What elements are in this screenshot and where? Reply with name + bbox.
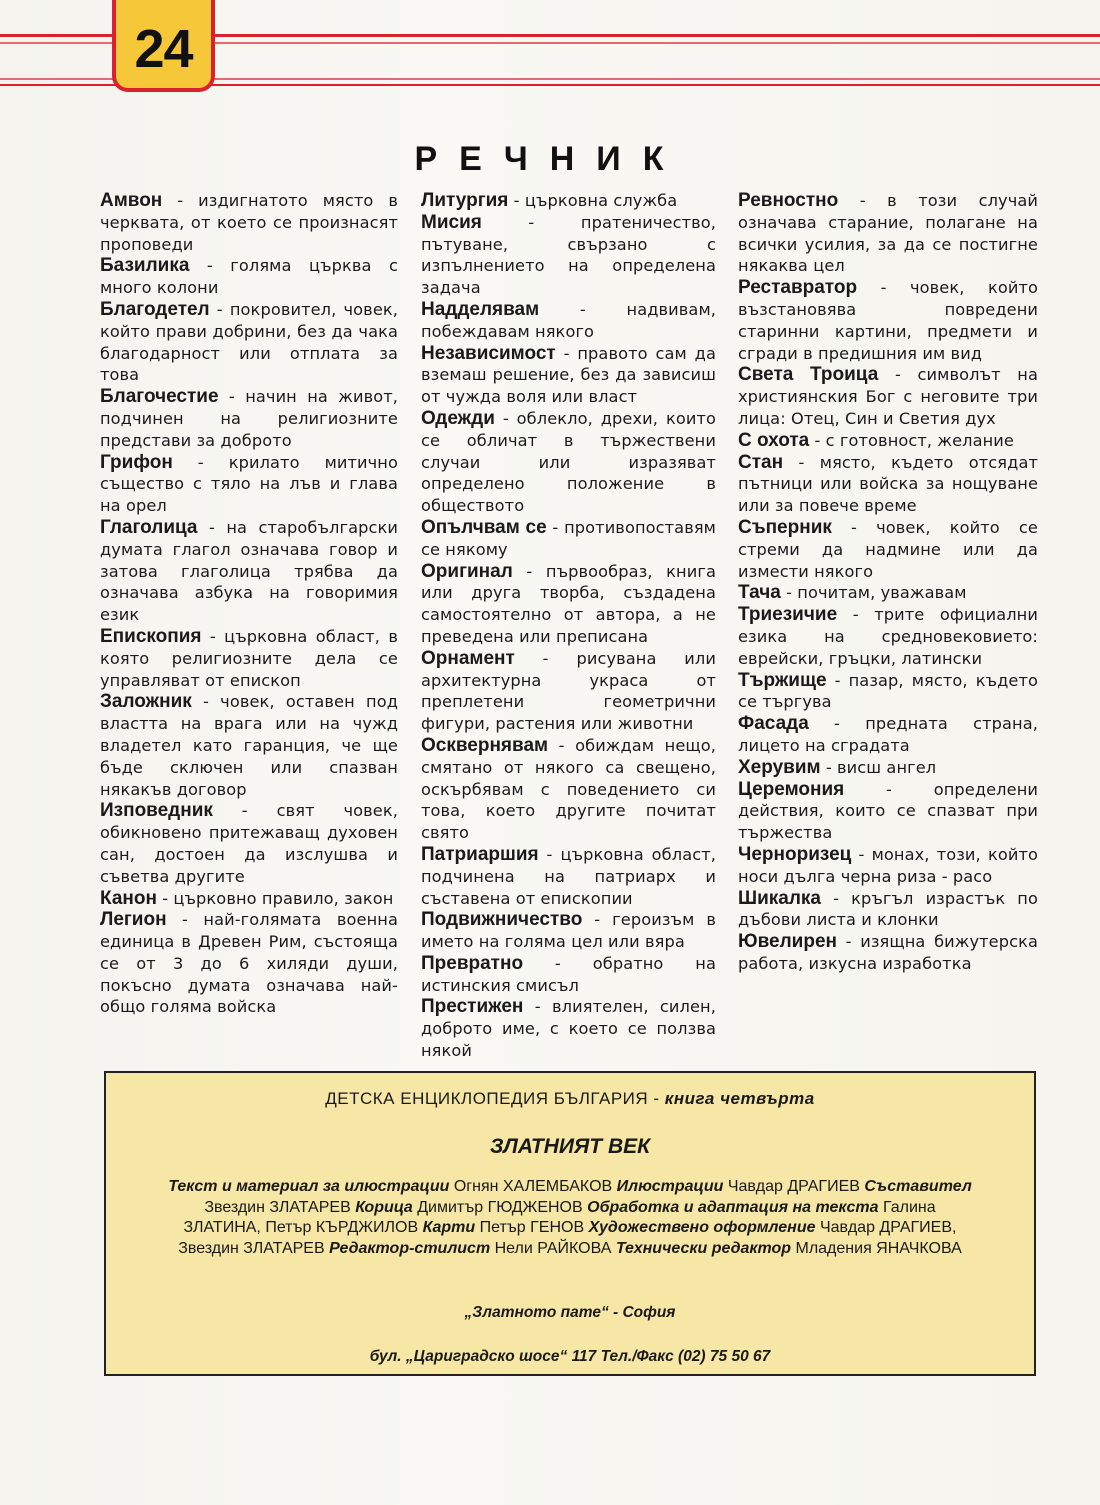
- glossary-column-2: [421, 190, 716, 1062]
- series-name: ДЕТСКА ЕНЦИКЛОПЕДИЯ БЪЛГАРИЯ: [325, 1089, 649, 1108]
- glossary-entry: [738, 844, 1038, 888]
- glossary-definition: - най-голямата военна единица в Древен Рим, състояща се от 3 до 6 хиляди души, покъсно думата означава най-общо голяма войска: [100, 910, 398, 1017]
- glossary-definition: - правото сам да вземаш решение, без да зависиш от чужда воля или власт: [421, 343, 716, 407]
- credit-role: Илюстрации: [616, 1178, 724, 1195]
- publisher-address: бул. „Цариградско шосе“ 117 Тел./Факс (02) 75 50 67: [369, 1348, 771, 1365]
- glossary-definition: - трите официални езика на средновековието: еврейски, гръцки, латински: [738, 605, 1038, 668]
- credit-person: Младения ЯНАЧКОВА: [791, 1239, 962, 1257]
- glossary-definition: - църковна област, подчинена на патриарх и съставена от епископии: [421, 844, 716, 908]
- glossary-definition: - определени действия, които се спазват при тържества: [738, 779, 1038, 843]
- glossary-term: Благодетел: [100, 298, 210, 320]
- glossary-definition: - човек, който се стреми да надмине или да измести някого: [738, 517, 1038, 581]
- glossary-entry: [421, 844, 716, 909]
- glossary-definition: - място, където отсядат пътници или войска за нощуване или за повече време: [738, 452, 1038, 516]
- glossary-definition: - обратно на истинския смисъл: [421, 953, 716, 995]
- glossary-term: Орнамент: [421, 647, 515, 669]
- credit-person: Огнян ХАЛЕМБАКОВ: [449, 1178, 617, 1195]
- glossary-term: Одежди: [421, 407, 495, 429]
- series-line: [106, 1089, 1034, 1109]
- glossary-term: Триезичие: [738, 604, 838, 626]
- book-number: книга четвърта: [664, 1089, 815, 1108]
- glossary-entry: [738, 779, 1038, 844]
- credits-box: [104, 1071, 1036, 1376]
- credit-role: Редактор-стилист: [329, 1239, 491, 1257]
- glossary-entry: [421, 996, 716, 1061]
- page-number-tab: [112, 0, 215, 92]
- glossary-definition: - крилато митично същество с тяло на лъв и глава на орел: [100, 452, 398, 516]
- glossary-column-1: [100, 190, 398, 1018]
- credit-person: Чавдар ДРАГИЕВ, Звездин ЗЛАТАРЕВ: [178, 1219, 957, 1257]
- glossary-term: Тържище: [738, 669, 827, 691]
- glossary-entry: [421, 299, 716, 343]
- glossary-term: Глаголица: [100, 516, 198, 538]
- glossary-entry: [421, 648, 716, 735]
- glossary-definition: - църковна област, в която религиозните дела се управляват от епископ: [100, 626, 398, 690]
- credit-role: Съставител: [864, 1178, 972, 1195]
- glossary-term: Грифон: [100, 451, 173, 473]
- glossary-entry: [421, 909, 716, 953]
- glossary-definition: - почитам, уважавам: [780, 583, 967, 603]
- glossary-entry: [421, 561, 716, 648]
- glossary-definition: - кръгъл израстък по дъбови листа и клонки: [738, 888, 1038, 930]
- glossary-definition: - рисувана или архитектурна украса от преплетени геометрични фигури, растения или животни: [421, 648, 716, 734]
- glossary-term: Ревностно: [738, 190, 839, 211]
- glossary-term: Патриаршия: [421, 843, 539, 865]
- glossary-term: Фасада: [738, 713, 809, 735]
- glossary-term: Литургия: [421, 190, 509, 211]
- glossary-entry: [421, 735, 716, 844]
- glossary-term: Амвон: [100, 190, 163, 211]
- glossary-term: Базилика: [100, 255, 190, 277]
- glossary-entry: [100, 800, 398, 887]
- glossary-definition: - покровител, човек, който прави добрини, без да чака благодарност или отплата за това: [100, 299, 398, 385]
- glossary-entry: [738, 517, 1038, 582]
- glossary-term: Превратно: [421, 952, 524, 974]
- glossary-definition: - голяма църква с много колони: [100, 256, 398, 298]
- glossary-entry: [738, 190, 1038, 277]
- glossary-entry: [421, 408, 716, 517]
- glossary-term: Подвижничество: [421, 909, 583, 931]
- credit-person: Петър ГЕНОВ: [475, 1219, 589, 1236]
- glossary-definition: - църковно правило, закон: [156, 888, 394, 908]
- glossary-definition: - църковна служба: [508, 191, 678, 210]
- glossary-term: Заложник: [100, 691, 192, 713]
- glossary-definition: - пратеничество, пътуване, свързано с изпълнението на определена задача: [421, 212, 716, 298]
- glossary-definition: - първообраз, книга или друга творба, създадена самостоятелно от автора, а не преведена или преписана: [421, 561, 716, 646]
- glossary-definition: - влиятелен, силен, доброто име, с което се ползва някой: [421, 997, 716, 1061]
- glossary-definition: - човек, оставен под властта на врага или на чужд владетел като гаранция, че ще бъде сключен или спазван някакъв договор: [100, 692, 398, 799]
- publisher: „Златното пате“ - София: [464, 1304, 676, 1321]
- glossary-entry: [421, 517, 716, 561]
- glossary-term: Ювелирен: [738, 931, 837, 953]
- glossary-term: Черноризец: [738, 843, 852, 865]
- glossary-definition: - обиждам нещо, смятано от някого са свещено, оскърбявам с поведението си това, което другите почитат свято: [421, 735, 716, 843]
- page-number: 24: [134, 19, 193, 79]
- glossary-definition: - предната страна, лицето на сградата: [738, 714, 1038, 755]
- credit-role: Карти: [422, 1219, 476, 1236]
- glossary-definition: - на старобългарски думата глагол означава говор и затова глаголица трябва да означава азбука на говоримия език: [100, 517, 398, 625]
- credit-person: Димитър ГЮДЖЕНОВ: [412, 1198, 588, 1216]
- glossary-entry: [738, 430, 1038, 452]
- glossary-term: Стан: [738, 451, 784, 473]
- glossary-entry: [100, 626, 398, 691]
- glossary-column-3: [738, 190, 1038, 975]
- glossary-definition: - издигнатото място в черквата, от което се произнасят проповеди: [100, 191, 398, 254]
- glossary-entry: [100, 452, 398, 517]
- glossary-term: Осквернявам: [421, 734, 549, 756]
- glossary-definition: - противопоставям се някому: [421, 517, 716, 559]
- glossary-definition: - начин на живот, подчинен на религиозните представи за доброто: [100, 387, 398, 450]
- glossary-entry: [421, 953, 716, 997]
- credit-person: Чавдар ДРАГИЕВ: [723, 1178, 865, 1195]
- glossary-entry: [738, 670, 1038, 714]
- glossary-entry: [738, 452, 1038, 517]
- book-title: ЗЛАТНИЯТ ВЕК: [489, 1135, 651, 1158]
- credit-role: Обработка и адаптация на текста: [587, 1198, 879, 1216]
- glossary-term: С охота: [738, 429, 810, 451]
- glossary-entry: [738, 931, 1038, 975]
- glossary-entry: [100, 691, 398, 800]
- glossary-term: Тача: [738, 582, 781, 604]
- glossary-term: Надделявам: [421, 298, 540, 320]
- glossary-entry: [100, 888, 398, 910]
- glossary-entry: [738, 277, 1038, 364]
- credit-role: Технически редактор: [615, 1239, 792, 1257]
- glossary-term: Шикалка: [738, 887, 821, 909]
- glossary-entry: [421, 343, 716, 408]
- glossary-definition: - с готовност, желание: [809, 430, 1014, 450]
- glossary-entry: [100, 386, 398, 451]
- glossary-term: Съперник: [738, 516, 832, 538]
- credits-body: [166, 1177, 974, 1259]
- glossary-term: Легион: [100, 909, 167, 931]
- glossary-entry: [100, 909, 398, 1018]
- glossary-entry: [738, 713, 1038, 757]
- glossary-definition: - символът на християнския Бог с неговите три лица: Отец, Син и Светия дух: [738, 365, 1038, 428]
- glossary-definition: - в този случай означава старание, полагане на всички усилия, за да се постигне някаква цел: [738, 191, 1038, 276]
- glossary-term: Реставратор: [738, 277, 858, 299]
- glossary-term: Благочестие: [100, 386, 219, 408]
- glossary-definition: - надвивам, побеждавам някого: [421, 299, 716, 341]
- credit-person: Звездин ЗЛАТАРЕВ: [204, 1198, 356, 1216]
- glossary-definition: - героизъм в името на голяма цел или вяра: [421, 910, 716, 952]
- glossary-entry: [100, 255, 398, 299]
- glossary-entry: [738, 888, 1038, 932]
- glossary-definition: - изящна бижутерска работа, изкусна изработка: [738, 932, 1038, 973]
- credit-role: Корица: [355, 1198, 413, 1216]
- glossary-entry: [100, 299, 398, 386]
- glossary-term: Света Троица: [738, 364, 879, 386]
- glossary-definition: - човек, който възстановява повредени старинни картини, предмети и сгради в предишния им вид: [738, 278, 1038, 363]
- credit-role: Художествено оформление: [588, 1219, 816, 1236]
- glossary-definition: - свят човек, обикновено притежаващ духовен сан, достоен да изслушва и съветва другите: [100, 801, 398, 886]
- glossary-term: Престижен: [421, 996, 524, 1018]
- glossary-term: Канон: [100, 887, 157, 909]
- glossary-term: Изповедник: [100, 800, 213, 822]
- glossary-term: Мисия: [421, 211, 482, 233]
- glossary-entry: [421, 190, 716, 212]
- glossary-entry: [421, 212, 716, 299]
- glossary-term: Церемония: [738, 778, 845, 800]
- page-title: РЕЧНИК: [414, 140, 686, 178]
- glossary-definition: - монах, този, който носи дълга черна риза - расо: [738, 844, 1038, 886]
- credit-role: Текст и материал за илюстрации: [168, 1178, 450, 1195]
- glossary-definition: - висш ангел: [820, 757, 937, 777]
- series-separator: -: [648, 1089, 665, 1108]
- credit-person: Нели РАЙКОВА: [490, 1239, 616, 1257]
- glossary-entry: [100, 190, 398, 255]
- glossary-entry: [738, 364, 1038, 429]
- glossary-entry: [100, 517, 398, 626]
- glossary-term: Епископия: [100, 625, 202, 647]
- glossary-term: Херувим: [738, 756, 821, 778]
- glossary-definition: - пазар, място, където се търгува: [738, 670, 1038, 712]
- glossary-entry: [738, 757, 1038, 779]
- glossary-entry: [738, 604, 1038, 669]
- credit-person: Галина ЗЛАТИНА, Петър КЪРДЖИЛОВ: [183, 1198, 936, 1236]
- glossary-definition: - облекло, дрехи, които се обличат в тържествени случаи или изразяват определено положение в обществото: [421, 408, 716, 516]
- glossary-entry: [738, 582, 1038, 604]
- glossary-term: Оригинал: [421, 560, 513, 582]
- glossary-term: Опълчвам се: [421, 516, 547, 538]
- glossary-term: Независимост: [421, 342, 556, 364]
